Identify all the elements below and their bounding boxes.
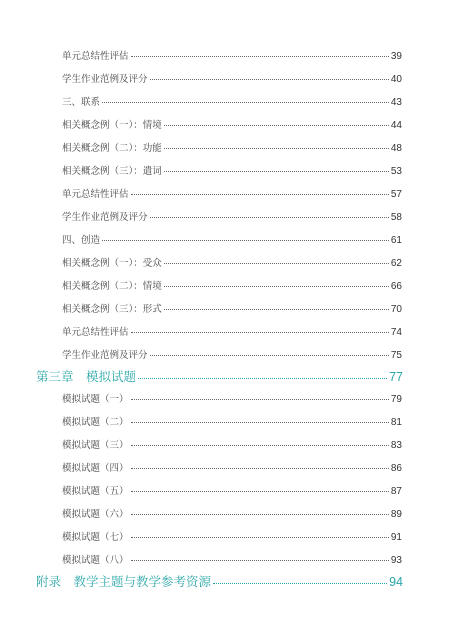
toc-entry[interactable] <box>62 324 402 338</box>
toc-entry-label: 相关概念例（三）：形式 <box>62 304 162 315</box>
toc-entry-label: 单元总结性评估 <box>62 327 129 338</box>
toc-chapter-label: 附录 教学主题与教学参考资源 <box>36 574 212 589</box>
toc-entry-label: 单元总结性评估 <box>62 189 129 200</box>
toc-page-number: 94 <box>389 575 403 589</box>
dot-leader <box>164 263 389 264</box>
dot-leader <box>150 79 389 80</box>
toc-entry[interactable] <box>62 117 402 131</box>
toc-chapter-heading[interactable] <box>36 367 403 385</box>
toc-entry-label: 模拟试题（八） <box>62 555 129 566</box>
toc-entry-label: 相关概念例（一）：情境 <box>62 120 162 131</box>
toc-page-number: 74 <box>390 327 402 338</box>
toc-entry-label: 模拟试题（七） <box>62 532 129 543</box>
toc-entry[interactable] <box>62 347 402 361</box>
toc-page-number: 40 <box>390 74 402 85</box>
toc-entry-label: 相关概念例（二）：情境 <box>62 281 162 292</box>
toc-entry[interactable] <box>62 460 402 474</box>
dot-leader <box>164 171 389 172</box>
dot-leader <box>138 378 387 379</box>
toc-entry[interactable] <box>62 186 402 200</box>
toc-entry-label: 相关概念例（二）：功能 <box>62 143 162 154</box>
dot-leader <box>213 583 387 584</box>
dot-leader <box>102 240 389 241</box>
toc-page-number: 77 <box>389 370 403 384</box>
toc-page-number: 75 <box>390 350 402 361</box>
toc-entry-label: 相关概念例（三）：遣词 <box>62 166 162 177</box>
toc-page-number: 44 <box>390 120 402 131</box>
dot-leader <box>164 309 389 310</box>
toc-page-number: 87 <box>390 486 402 497</box>
toc-entry-label: 学生作业范例及评分 <box>62 350 148 361</box>
toc-entry[interactable] <box>62 414 402 428</box>
toc-page-number: 93 <box>390 555 402 566</box>
dot-leader <box>131 514 389 515</box>
toc-entry[interactable] <box>62 48 402 62</box>
dot-leader <box>150 355 389 356</box>
toc-entry-label: 模拟试题（一） <box>62 394 129 405</box>
toc-entry-label: 模拟试题（三） <box>62 440 129 451</box>
dot-leader <box>131 491 389 492</box>
toc-page-number: 58 <box>390 212 402 223</box>
toc-entry[interactable] <box>62 163 402 177</box>
dot-leader <box>164 148 389 149</box>
toc-page-number: 57 <box>390 189 402 200</box>
toc-entry-label: 学生作业范例及评分 <box>62 212 148 223</box>
toc-page-number: 91 <box>390 532 402 543</box>
dot-leader <box>131 537 389 538</box>
toc-entry[interactable] <box>62 232 402 246</box>
toc-chapter-heading[interactable] <box>36 572 403 590</box>
toc-page-number: 39 <box>390 51 402 62</box>
toc-entry[interactable] <box>62 71 402 85</box>
dot-leader <box>131 468 389 469</box>
toc-entry[interactable] <box>62 301 402 315</box>
toc-chapter-label: 第三章 模拟试题 <box>36 369 137 384</box>
dot-leader <box>164 286 389 287</box>
toc-entry-label: 模拟试题（二） <box>62 417 129 428</box>
dot-leader <box>102 102 389 103</box>
toc-page-number: 83 <box>390 440 402 451</box>
toc-entry[interactable] <box>62 529 402 543</box>
toc-entry-label: 单元总结性评估 <box>62 51 129 62</box>
toc-page-number: 79 <box>390 394 402 405</box>
dot-leader <box>131 560 389 561</box>
toc-page-number: 89 <box>390 509 402 520</box>
toc-page-number: 62 <box>390 258 402 269</box>
toc-page-number: 66 <box>390 281 402 292</box>
toc-entry-label: 相关概念例（一）：受众 <box>62 258 162 269</box>
toc-entry[interactable] <box>62 140 402 154</box>
toc-entry[interactable] <box>62 552 402 566</box>
toc-page-number: 53 <box>390 166 402 177</box>
toc-entry-label: 三、联系 <box>62 97 101 108</box>
toc-entry[interactable] <box>62 506 402 520</box>
toc-page-number: 81 <box>390 417 402 428</box>
dot-leader <box>131 399 389 400</box>
toc-page-number: 43 <box>390 97 402 108</box>
toc-entry[interactable] <box>62 391 402 405</box>
toc-entry-label: 学生作业范例及评分 <box>62 74 148 85</box>
toc-entry[interactable] <box>62 278 402 292</box>
toc-entry[interactable] <box>62 255 402 269</box>
dot-leader <box>131 445 389 446</box>
dot-leader <box>131 422 389 423</box>
toc-entry[interactable] <box>62 94 402 108</box>
toc-entry[interactable] <box>62 483 402 497</box>
dot-leader <box>131 194 389 195</box>
toc-entry[interactable] <box>62 437 402 451</box>
toc-entry-label: 模拟试题（五） <box>62 486 129 497</box>
dot-leader <box>131 56 389 57</box>
toc-entry-label: 四、创造 <box>62 235 101 246</box>
toc-page-number: 61 <box>390 235 402 246</box>
toc-page-number: 48 <box>390 143 402 154</box>
dot-leader <box>150 217 389 218</box>
toc-page-number: 86 <box>390 463 402 474</box>
dot-leader <box>131 332 389 333</box>
toc-page-number: 70 <box>390 304 402 315</box>
dot-leader <box>164 125 389 126</box>
toc-entry-label: 模拟试题（四） <box>62 463 129 474</box>
toc-entry[interactable] <box>62 209 402 223</box>
toc-entry-label: 模拟试题（六） <box>62 509 129 520</box>
